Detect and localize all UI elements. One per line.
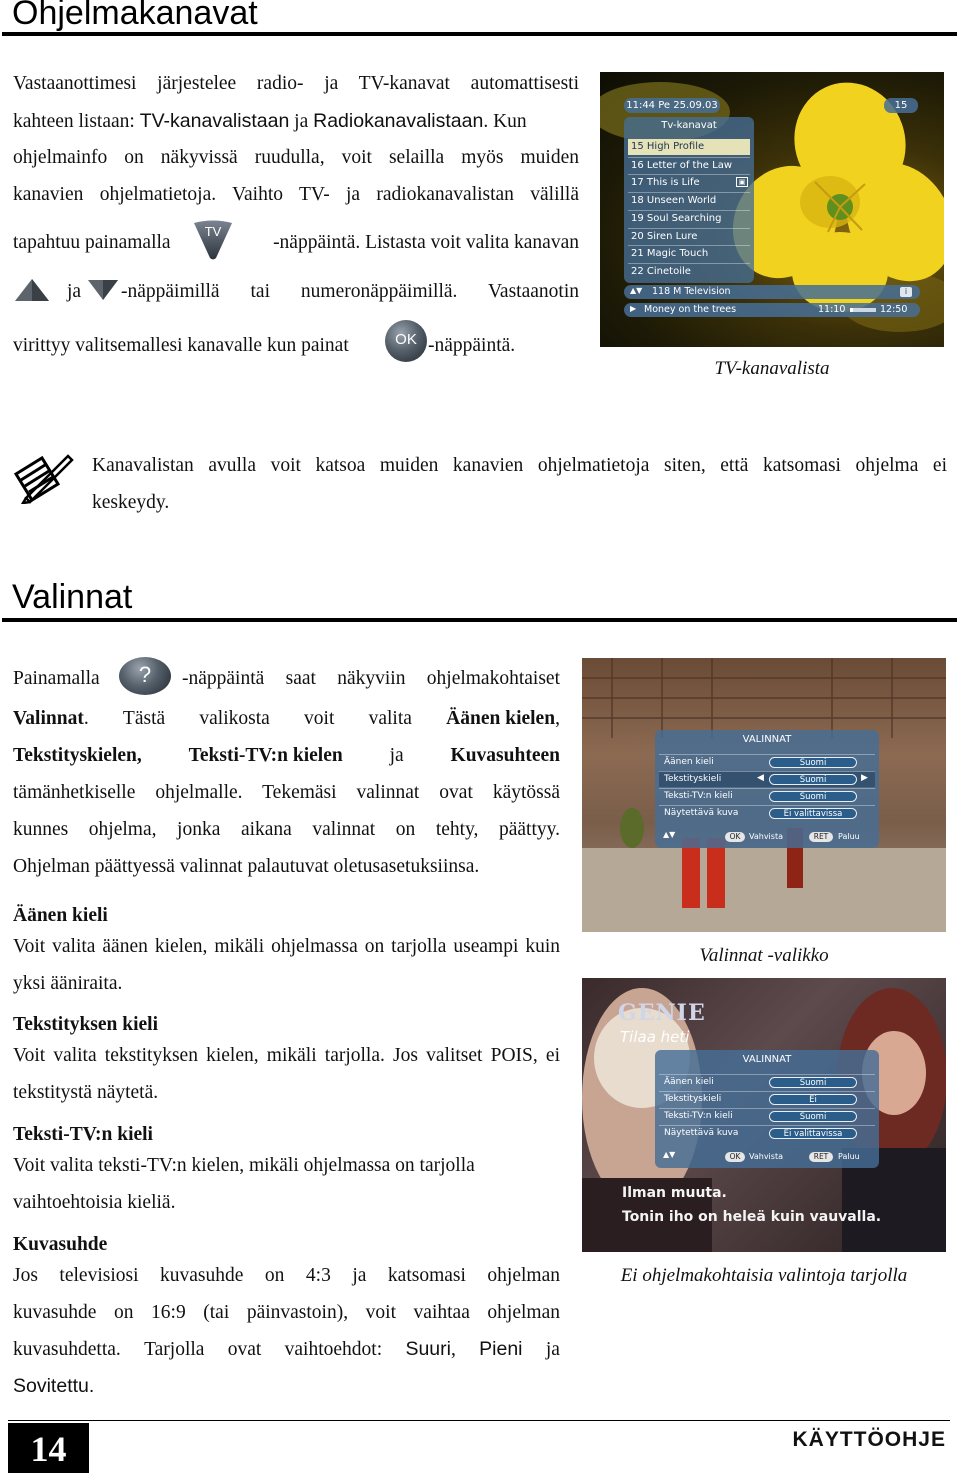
no-options-screenshot xyxy=(582,978,946,1252)
valinnat-row[interactable] xyxy=(659,771,875,787)
valinnat-row-label: Äänen kieli xyxy=(664,757,714,767)
updown-arrows-icon: ▲▼ xyxy=(663,1150,676,1159)
intro-line-4: kanavien ohjelmatietoja. Vaihto TV- ja radiokanavalistan välillä xyxy=(13,184,579,205)
section-title-valinnat: Valinnat xyxy=(12,578,133,616)
valinnat-header: VALINNAT xyxy=(742,734,792,745)
now-program-title: Money on the trees xyxy=(644,304,737,315)
valinnat-row-value[interactable]: Suomi xyxy=(769,1077,857,1088)
info-icon: i xyxy=(900,287,912,297)
now-channel-bar xyxy=(624,285,920,299)
note-line-2: keskeydy. xyxy=(92,492,170,513)
kuvasuhde-line-2: kuvasuhde on 16:9 (tai päinvastoin), voit vaihtaa ohjelman xyxy=(13,1302,560,1323)
valinnat-row[interactable] xyxy=(659,1108,875,1124)
now-program-bar xyxy=(624,303,920,317)
valinnat-line-6: Ohjelman päättyessä valinnat palautuvat oletusasetuksiinsa. xyxy=(13,856,480,877)
ok-button-icon: OK xyxy=(725,832,745,842)
channel-list-item[interactable]: 19 Soul Searching xyxy=(628,210,750,226)
intro-line-3: ohjelmainfo on näkyvissä ruudulla, voit selailla myös muiden xyxy=(13,147,579,168)
now-channel-name: 118 M Television xyxy=(652,286,731,297)
valinnat-row-label: Näytettävä kuva xyxy=(664,1128,739,1138)
valinnat-row[interactable] xyxy=(659,788,875,804)
help-key-icon: ? xyxy=(119,657,171,695)
no-options-caption: Ei ohjelmakohtaisia valintoja tarjolla xyxy=(620,1265,908,1286)
valinnat-row-value[interactable]: Suomi xyxy=(769,774,857,785)
subsection-teksti-tv-kieli xyxy=(13,1123,533,1221)
valinnat-row[interactable] xyxy=(659,1074,875,1090)
channel-list-header: Tv-kanavat xyxy=(661,120,717,131)
program-end-time: 12:50 xyxy=(880,304,908,315)
valinnat-row-label: Teksti-TV:n kieli xyxy=(664,791,733,801)
valinnat-row-label: Näytettävä kuva xyxy=(664,808,739,818)
valinnat-line-4: tämänhetkiselle ohjelmalle. Tekemäsi valinnat ovat käytössä xyxy=(13,782,560,803)
valinnat-row[interactable] xyxy=(659,805,875,821)
kuvasuhde-line-4: Sovitettu. xyxy=(13,1375,95,1397)
ok-button-label: Vahvista xyxy=(749,832,783,841)
arrow-left-icon[interactable]: ◀ xyxy=(757,773,764,783)
note-line-1: Kanavalistan avulla voit katsoa muiden kanavien ohjelmatietoja siten, että katsomasi ohjelma ei xyxy=(92,455,947,476)
ret-button-label: Paluu xyxy=(838,832,860,841)
valinnat-line-1b: -näppäintä saat näkyviin ohjelmakohtaiset xyxy=(182,668,560,689)
subsection-body: Voit valita teksti-TV:n kielen, mikäli ohjelmassa on tarjolla vaihtoehtoisia kieliä. xyxy=(13,1155,475,1213)
intro-line-7b: -näppäintä. xyxy=(428,335,516,356)
valinnat-row-value[interactable]: Suomi xyxy=(769,757,857,768)
channel-list-item[interactable]: 20 Siren Lure xyxy=(628,228,750,244)
valinnat-row-value[interactable]: Ei valittavissa xyxy=(769,1128,857,1139)
channel-list-item[interactable]: 21 Magic Touch xyxy=(628,245,750,261)
valinnat-row[interactable] xyxy=(659,1125,875,1141)
ret-button-label: Paluu xyxy=(838,1152,860,1161)
title-rule xyxy=(2,32,957,36)
valinnat-line-1a: Painamalla xyxy=(13,668,100,689)
valinnat-line-3: Tekstityskielen, Teksti-TV:n kielen ja Kuvasuhteen xyxy=(13,745,560,766)
subsection-title: Kuvasuhde xyxy=(13,1234,108,1255)
channel-list-item[interactable]: 16 Letter of the Law xyxy=(628,157,750,173)
footer-label: KÄYTTÖOHJE xyxy=(792,1428,946,1451)
valinnat-menu-caption: Valinnat -valikko xyxy=(699,945,829,966)
intro-line-6a: ja xyxy=(67,281,82,302)
valinnat-menu-screenshot xyxy=(582,658,946,932)
valinnat-panel xyxy=(655,730,879,848)
ret-button-icon: RET xyxy=(809,1152,833,1162)
valinnat-row[interactable] xyxy=(659,754,875,770)
tv-channel-list-screenshot xyxy=(600,72,944,347)
valinnat-row-label: Tekstityskieli xyxy=(664,774,722,784)
valinnat-row-value[interactable]: Ei valittavissa xyxy=(769,808,857,819)
intro-line-6b: -näppäimillä tai numeronäppäimillä. Vastaanotin xyxy=(121,281,579,302)
page-number: 14 xyxy=(8,1423,89,1473)
up-arrow-key-icon xyxy=(13,277,51,303)
current-channel-number: 15 xyxy=(884,98,918,113)
genie-logo-subtitle: Tilaa heti xyxy=(620,1028,690,1046)
subsection-tekstityksen-kieli xyxy=(13,1013,560,1111)
intro-line-2: kahteen listaan: TV-kanavalistaan ja Radiokanavalistaan. Kun xyxy=(13,110,527,132)
subsection-title: Teksti-TV:n kieli xyxy=(13,1124,153,1145)
subtitle-line-1: Ilman muuta. xyxy=(622,1185,727,1201)
intro-line-1: Vastaanottimesi järjestelee radio- ja TV-kanavat automattisesti xyxy=(13,73,579,94)
kuvasuhde-line-1: Jos televisiosi kuvasuhde on 4:3 ja katsomasi ohjelman xyxy=(13,1265,560,1286)
channel-list-item[interactable]: 17 This is Life xyxy=(628,174,750,190)
title-rule-2 xyxy=(2,618,957,622)
channel-list-item[interactable]: 18 Unseen World xyxy=(628,192,750,208)
valinnat-row-value[interactable]: Ei xyxy=(769,1094,857,1105)
subsection-title: Tekstityksen kieli xyxy=(13,1014,159,1035)
intro-line-5a: tapahtuu painamalla xyxy=(13,232,171,253)
genie-logo: GENIE xyxy=(618,1000,706,1026)
updown-arrows-icon: ▲▼ xyxy=(663,830,676,839)
ok-button-icon: OK xyxy=(725,1152,745,1162)
valinnat-row-label: Tekstityskieli xyxy=(664,1094,722,1104)
ok-key-icon: OK xyxy=(385,320,427,362)
tv-list-caption: TV-kanavalista xyxy=(714,358,830,379)
valinnat-row[interactable] xyxy=(659,1091,875,1107)
intro-line-5b: -näppäintä. Listasta voit valita kanavan xyxy=(273,232,579,253)
time-date-display: 11:44 Pe 25.09.03 xyxy=(624,98,720,113)
valinnat-row-value[interactable]: Suomi xyxy=(769,791,857,802)
valinnat-line-5: kunnes ohjelma, jonka aikana valinnat on tehty, päättyy. xyxy=(13,819,560,840)
tv-key-icon: TV xyxy=(192,220,234,260)
valinnat-row-value[interactable]: Suomi xyxy=(769,1111,857,1122)
channel-list-item[interactable]: 22 Cinetoile xyxy=(628,263,750,279)
lock-icon: ▣ xyxy=(736,177,748,187)
valinnat-line-2: Valinnat. Tästä valikosta voit valita Äänen kielen, xyxy=(13,708,560,729)
kuvasuhde-line-3: kuvasuhdetta. Tarjolla ovat vaihtoehdot: Suuri, Pieni ja xyxy=(13,1338,560,1360)
subsection-kuvasuhde xyxy=(13,1233,560,1405)
subsection-aanen-kieli xyxy=(13,904,560,1002)
footer-rule xyxy=(8,1420,950,1421)
down-arrow-key-icon xyxy=(86,278,120,302)
subsection-body: Voit valita tekstityksen kielen, mikäli tarjolla. Jos valitset POIS, ei tekstitystä näytetä. xyxy=(13,1045,560,1103)
program-start-time: 11:10 xyxy=(818,304,846,315)
ok-button-label: Vahvista xyxy=(749,1152,783,1161)
subsection-title: Äänen kieli xyxy=(13,905,108,926)
play-icon: ▶ xyxy=(630,304,637,313)
ret-button-icon: RET xyxy=(809,832,833,842)
channel-list-item[interactable]: 15 High Profile xyxy=(628,139,750,155)
arrow-right-icon[interactable]: ▶ xyxy=(861,773,868,783)
valinnat-header: VALINNAT xyxy=(742,1054,792,1065)
channel-list-panel xyxy=(624,117,754,283)
subsection-body: Voit valita äänen kielen, mikäli ohjelmassa on tarjolla useampi kuin yksi ääniraita. xyxy=(13,936,560,994)
pencil-note-icon xyxy=(12,452,74,504)
valinnat-row-label: Teksti-TV:n kieli xyxy=(664,1111,733,1121)
intro-line-7a: virittyy valitsemallesi kanavalle kun painat xyxy=(13,335,349,356)
program-progress-bar xyxy=(850,308,876,312)
section-title-ohjelmakanavat: Ohjelmakanavat xyxy=(12,0,258,32)
valinnat-row-label: Äänen kieli xyxy=(664,1077,714,1087)
valinnat-panel xyxy=(655,1050,879,1168)
subtitle-line-2: Tonin iho on heleä kuin vauvalla. xyxy=(622,1209,882,1225)
updown-arrows-icon: ▲▼ xyxy=(630,286,643,295)
